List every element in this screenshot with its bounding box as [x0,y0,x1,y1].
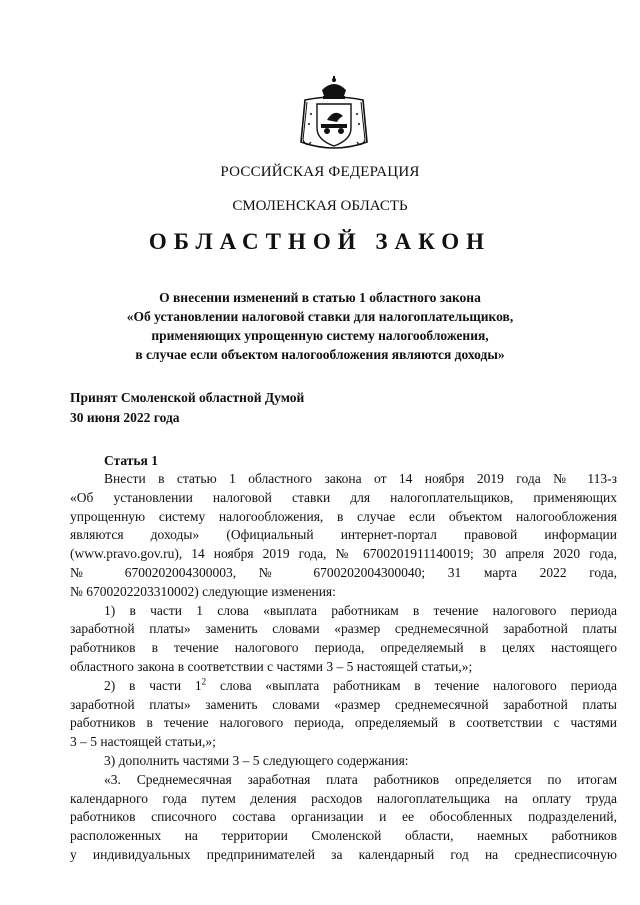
country-title: РОССИЙСКАЯ ФЕДЕРАЦИЯ [220,164,420,180]
text-fragment: 2) в части 1 [104,677,202,693]
text-line: 3) дополнить частями 3 – 5 следующего содержания: [104,752,409,768]
text-line: 3 – 5 настоящей статьи,»; [70,734,216,750]
adoption-date: 30 июня 2022 года [70,410,180,425]
smolensk-coat-of-arms-icon [297,76,371,154]
text-line: работников списочного состава организации и ее обособленных подразделений, [70,809,617,825]
article-title: Статья 1 [104,453,158,468]
text-line: «Об установлении налоговой ставки для налогоплательщиков, применяющих [70,489,617,505]
text-line: (www.pravo.gov.ru), 14 ноября 2019 года, № 6700201911140019; 30 апреля 2020 года, [70,546,617,562]
text-line: 1) в части 1 слова «выплата работникам в течение налогового периода [104,602,617,618]
subject-line: «Об установлении налоговой ставки для налогоплательщиков, [126,309,514,324]
text-line: заработной платы» заменить словами «размер среднемесячной заработной платы [70,621,617,637]
text-line: Внести в статью 1 областного закона от 14 ноября 2019 года № 113-з [104,471,617,486]
text-line: заработной платы» заменить словами «размер среднемесячной заработной платы [70,696,617,712]
text-line: № 6700202203310002) следующие изменения: [70,583,336,599]
adoption-info [70,388,304,428]
text-line: работников в течение налогового периода, определяемый в соответствии с частями [70,715,617,731]
text-line: являются доходы» (Официальный интернет-портал правовой информации [70,527,617,543]
text-line: «3. Среднемесячная заработная плата работников определяется по итогам [104,771,617,787]
law-subject [70,288,570,364]
text-line [70,677,617,696]
text-line: расположенных на территории Смоленской области, наемных работников [70,828,617,844]
subject-line: в случае если объектом налогообложения являются доходы» [135,347,505,362]
text-line: календарного года путем деления расходов налогоплательщика на оплату труда [70,790,617,806]
text-line: упрощенную систему налогообложения, в случае если объектом налогообложения [70,508,617,524]
text-line: у индивидуальных предпринимателей за календарный год на среднесписочную [70,846,617,862]
text-line: № 6700202004300003, № 6700202004300040; 31 марта 2022 года, [70,564,617,580]
article-body [70,470,617,865]
subject-line: применяющих упрощенную систему налогообложения, [151,328,489,343]
superscript: 2 [201,676,207,687]
text-line: работников в течение налогового периода, определяемый в целях настоящего [70,640,617,656]
text-fragment: слова «выплата работникам в течение налогового периода [206,677,617,693]
region-title: СМОЛЕНСКАЯ ОБЛАСТЬ [232,198,408,214]
document-type-title: ОБЛАСТНОЙ ЗАКОН [148,229,492,254]
adopted-by: Принят Смоленской областной Думой [70,390,305,405]
text-line: областного закона в соответствии с частями 3 – 5 настоящей статьи,»; [70,658,473,674]
subject-line: О внесении изменений в статью 1 областного закона [159,290,481,305]
